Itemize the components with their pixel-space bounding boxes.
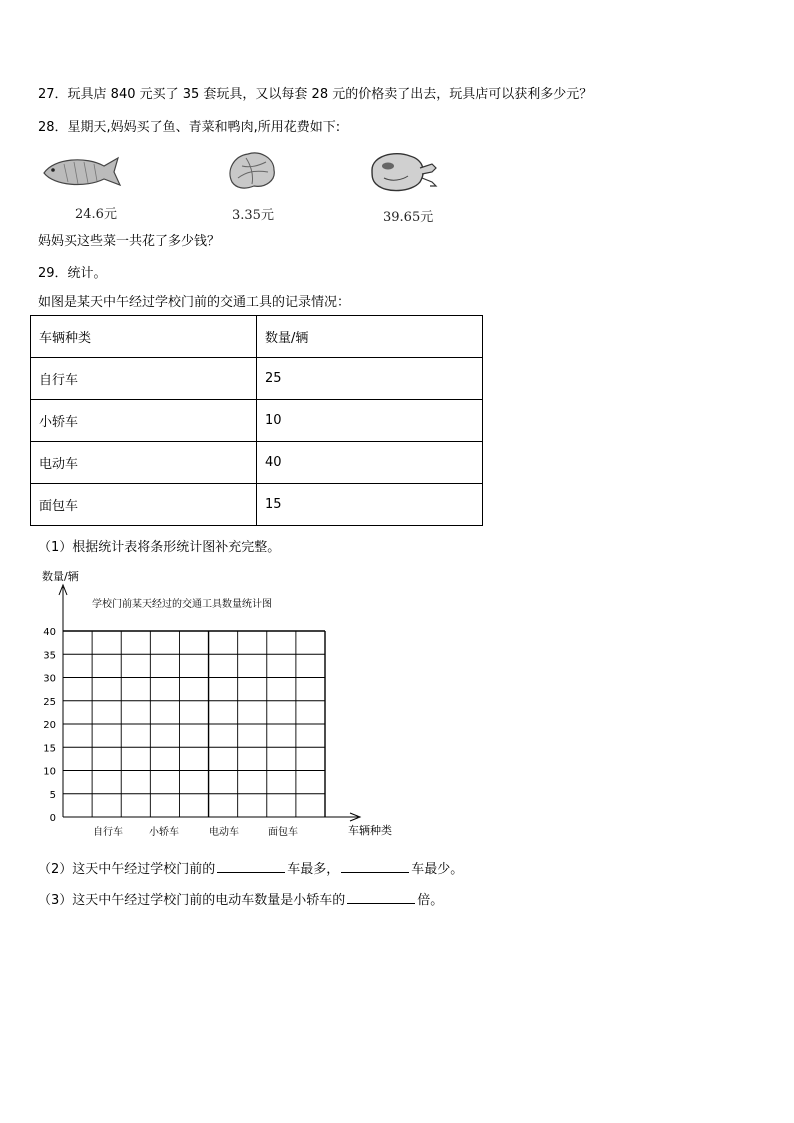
fish-icon (38, 152, 124, 192)
x-category-labels (93, 825, 298, 838)
part3-text-b: 倍。 (417, 893, 444, 908)
table-header-cell: 车辆种类 (31, 316, 257, 358)
y-tick-labels (43, 627, 56, 824)
vegetable-icon (224, 148, 280, 192)
y-tick-label: 35 (43, 650, 56, 662)
part2-text-c: 车最少。 (411, 862, 464, 877)
part2-text-b: 车最多， (287, 862, 340, 877)
table-row (31, 358, 483, 400)
y-tick-label: 5 (49, 789, 56, 801)
x-tick-label: 面包车 (268, 827, 298, 838)
question-29-intro: 如图是某天中午经过学校门前的交通工具的记录情况： (38, 295, 351, 310)
question-28: 28．星期天,妈妈买了鱼、青菜和鸭肉,所用花费如下: (38, 120, 341, 135)
answer-blank-times[interactable] (347, 891, 415, 904)
table-cell: 25 (257, 358, 483, 400)
y-tick-label: 30 (43, 673, 56, 685)
question-27: 27．玩具店 840 元买了 35 套玩具，又以每套 28 元的价格卖了出去，玩具店可以获利多少元？ (38, 87, 593, 102)
answer-blank-least[interactable] (341, 860, 409, 873)
question-29-part3 (38, 889, 443, 908)
y-tick-label: 10 (43, 766, 56, 778)
y-axis-label: 数量/辆 (42, 570, 79, 583)
y-tick-label: 40 (43, 627, 56, 638)
x-tick-label: 自行车 (93, 827, 123, 838)
fish-price: 24.6元 (75, 207, 117, 222)
question-29-title: 29．统计。 (38, 266, 107, 281)
y-tick-label: 20 (43, 720, 56, 731)
answer-blank-most[interactable] (217, 860, 285, 873)
table-cell: 15 (257, 484, 483, 526)
part2-text-a: （2）这天中午经过学校门前的 (38, 862, 216, 877)
chart-title: 学校门前某天经过的交通工具数量统计图 (92, 599, 272, 610)
part3-text-a: （3）这天中午经过学校门前的电动车数量是小轿车的 (38, 893, 346, 908)
chart-grid (63, 631, 325, 817)
table-cell: 自行车 (31, 358, 257, 400)
stats-table (30, 315, 483, 526)
x-tick-label: 小轿车 (149, 827, 179, 838)
table-cell: 40 (257, 442, 483, 484)
table-header-row (31, 316, 483, 358)
y-tick-label: 15 (43, 743, 56, 755)
table-cell: 小轿车 (31, 400, 257, 442)
bar-chart (30, 562, 410, 847)
table-cell: 10 (257, 400, 483, 442)
table-row (31, 442, 483, 484)
duck-icon (366, 148, 440, 196)
x-tick-label: 电动车 (209, 827, 239, 838)
question-28-ask: 妈妈买这些菜一共花了多少钱？ (38, 234, 221, 249)
table-cell: 电动车 (31, 442, 257, 484)
duck-price: 39.65元 (383, 210, 434, 225)
y-tick-label: 0 (49, 813, 56, 824)
question-29-part1: （1）根据统计表将条形统计图补充完整。 (38, 540, 281, 555)
table-cell: 面包车 (31, 484, 257, 526)
question-29-part2 (38, 858, 463, 877)
x-axis-label: 车辆种类 (348, 824, 392, 837)
table-row (31, 484, 483, 526)
y-tick-label: 25 (43, 696, 56, 708)
table-row (31, 400, 483, 442)
vegetable-price: 3.35元 (232, 208, 274, 223)
table-header-cell: 数量/辆 (257, 316, 483, 358)
